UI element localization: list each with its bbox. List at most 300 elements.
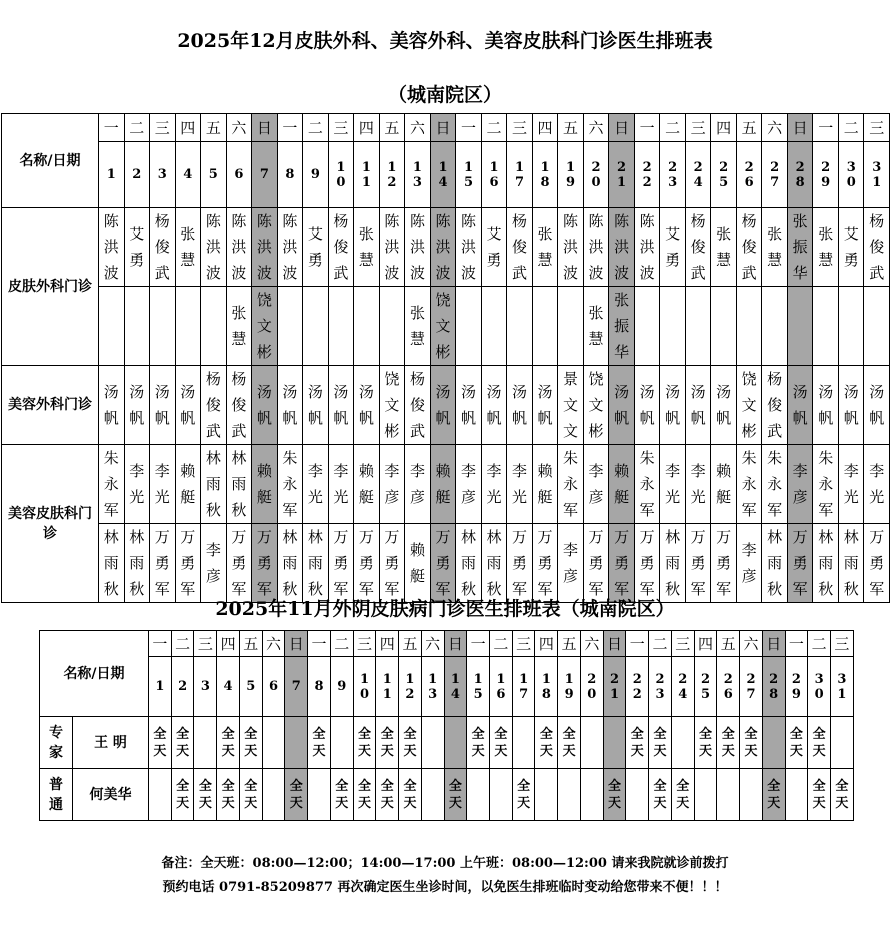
schedule-cell (813, 287, 839, 366)
weekday-header: 一 (456, 114, 482, 142)
date-header: 1 8 (535, 657, 558, 717)
weekday-header: 二 (838, 114, 864, 142)
schedule-cell: 万 勇 军 (354, 524, 380, 603)
weekday-header: 一 (99, 114, 125, 142)
schedule-cell: 万 勇 军 (379, 524, 405, 603)
schedule-cell (864, 287, 890, 366)
schedule-cell (535, 769, 558, 821)
schedule-cell: 张 振 华 (787, 208, 813, 287)
schedule-cell: 万 勇 军 (328, 524, 354, 603)
date-header: 9 (330, 657, 353, 717)
doctor-name: 何美华 (73, 769, 149, 821)
schedule-cell: 全 天 (171, 717, 194, 769)
date-header: 9 (303, 142, 329, 208)
date-header: 1 7 (507, 142, 533, 208)
schedule-cell: 全 天 (808, 769, 831, 821)
schedule-cell: 全 天 (740, 717, 763, 769)
schedule-cell: 全 天 (308, 717, 331, 769)
department-label: 皮肤外科门诊 (2, 208, 99, 366)
schedule-cell: 景 文 文 (558, 366, 584, 445)
weekday-header: 五 (736, 114, 762, 142)
schedule-cell: 陈 洪 波 (379, 208, 405, 287)
schedule-cell (308, 769, 331, 821)
schedule-title-november: 2025年11月外阴皮肤病门诊医生排班表（城南院区） (215, 598, 675, 620)
schedule-cell: 全 天 (831, 769, 854, 821)
schedule-cell: 万 勇 军 (685, 524, 711, 603)
schedule-cell (262, 717, 285, 769)
schedule-cell: 全 天 (512, 769, 535, 821)
schedule-cell: 汤 帆 (328, 366, 354, 445)
date-header: 1 4 (444, 657, 467, 717)
schedule-cell: 陈 洪 波 (277, 208, 303, 287)
schedule-cell (685, 287, 711, 366)
date-header: 1 6 (481, 142, 507, 208)
schedule-cell (421, 717, 444, 769)
schedule-cell: 李 彦 (583, 445, 609, 524)
schedule-cell: 李 光 (303, 445, 329, 524)
schedule-cell: 饶 文 彬 (379, 366, 405, 445)
schedule-cell: 李 彦 (379, 445, 405, 524)
weekday-header: 三 (150, 114, 176, 142)
schedule-cell: 汤 帆 (430, 366, 456, 445)
date-header: 3 0 (838, 142, 864, 208)
schedule-cell: 陈 洪 波 (634, 208, 660, 287)
schedule-cell (379, 287, 405, 366)
schedule-cell (512, 717, 535, 769)
weekday-header: 六 (405, 114, 431, 142)
schedule-cell: 全 天 (285, 769, 308, 821)
date-header: 1 2 (379, 142, 405, 208)
weekday-header: 日 (285, 631, 308, 657)
schedule-cell: 赖 艇 (609, 445, 635, 524)
date-header: 1 0 (328, 142, 354, 208)
date-header: 1 (149, 657, 172, 717)
schedule-cell: 赖 艇 (175, 445, 201, 524)
schedule-cell (694, 769, 717, 821)
weekday-header: 五 (558, 631, 581, 657)
schedule-cell: 全 天 (762, 769, 785, 821)
weekday-header: 五 (717, 631, 740, 657)
weekday-header: 六 (583, 114, 609, 142)
date-header: 8 (277, 142, 303, 208)
corner-header: 名称/日期 (2, 114, 99, 208)
schedule-cell: 杨 俊 武 (150, 208, 176, 287)
schedule-cell: 汤 帆 (787, 366, 813, 445)
schedule-cell (660, 287, 686, 366)
schedule-cell (124, 287, 150, 366)
schedule-cell: 万 勇 军 (507, 524, 533, 603)
schedule-cell: 陈 洪 波 (430, 208, 456, 287)
schedule-cell (354, 287, 380, 366)
schedule-cell: 汤 帆 (507, 366, 533, 445)
schedule-cell: 张 慧 (813, 208, 839, 287)
schedule-cell: 全 天 (808, 717, 831, 769)
schedule-cell: 林 雨 秋 (124, 524, 150, 603)
schedule-cell: 万 勇 军 (864, 524, 890, 603)
date-header: 3 1 (864, 142, 890, 208)
date-header: 1 7 (512, 657, 535, 717)
schedule-cell (201, 287, 227, 366)
date-header: 1 2 (399, 657, 422, 717)
weekday-header: 六 (580, 631, 603, 657)
date-header: 6 (226, 142, 252, 208)
weekday-header: 日 (444, 631, 467, 657)
schedule-cell: 全 天 (399, 717, 422, 769)
schedule-cell: 艾 勇 (660, 208, 686, 287)
date-header: 1 3 (405, 142, 431, 208)
doctor-type: 普 通 (40, 769, 73, 821)
schedule-cell: 朱 永 军 (634, 445, 660, 524)
weekday-header: 四 (376, 631, 399, 657)
schedule-cell (507, 287, 533, 366)
date-header: 2 1 (603, 657, 626, 717)
weekday-header: 一 (785, 631, 808, 657)
date-header: 2 8 (762, 657, 785, 717)
schedule-cell: 朱 永 军 (736, 445, 762, 524)
schedule-cell: 林 雨 秋 (838, 524, 864, 603)
schedule-cell: 林 雨 秋 (481, 524, 507, 603)
schedule-cell: 李 彦 (201, 524, 227, 603)
schedule-cell: 汤 帆 (532, 366, 558, 445)
doctor-type: 专 家 (40, 717, 73, 769)
schedule-cell: 汤 帆 (252, 366, 278, 445)
weekday-header: 一 (308, 631, 331, 657)
schedule-cell: 饶 文 彬 (252, 287, 278, 366)
weekday-header: 六 (262, 631, 285, 657)
schedule-cell: 林 雨 秋 (762, 524, 788, 603)
weekday-header: 六 (740, 631, 763, 657)
schedule-cell: 万 勇 军 (583, 524, 609, 603)
schedule-cell (580, 769, 603, 821)
schedule-cell: 全 天 (149, 717, 172, 769)
weekday-header: 一 (277, 114, 303, 142)
weekday-header: 二 (660, 114, 686, 142)
date-header: 1 (99, 142, 125, 208)
date-header: 7 (252, 142, 278, 208)
schedule-cell: 汤 帆 (303, 366, 329, 445)
weekday-header: 五 (399, 631, 422, 657)
weekday-header: 四 (535, 631, 558, 657)
schedule-cell: 张 慧 (711, 208, 737, 287)
weekday-header: 三 (507, 114, 533, 142)
date-header: 4 (175, 142, 201, 208)
weekday-header: 二 (303, 114, 329, 142)
schedule-cell: 赖 艇 (430, 445, 456, 524)
schedule-cell (99, 287, 125, 366)
schedule-cell: 林 雨 秋 (660, 524, 686, 603)
schedule-cell: 全 天 (603, 769, 626, 821)
weekday-header: 六 (226, 114, 252, 142)
schedule-cell: 全 天 (671, 769, 694, 821)
schedule-cell: 陈 洪 波 (456, 208, 482, 287)
schedule-cell: 杨 俊 武 (685, 208, 711, 287)
date-header: 2 9 (785, 657, 808, 717)
weekday-header: 二 (330, 631, 353, 657)
date-header: 1 4 (430, 142, 456, 208)
schedule-cell: 赖 艇 (405, 524, 431, 603)
date-header: 1 1 (376, 657, 399, 717)
schedule-cell: 陈 洪 波 (405, 208, 431, 287)
schedule-cell: 全 天 (490, 717, 513, 769)
doctor-name: 王 明 (73, 717, 149, 769)
schedule-cell: 汤 帆 (838, 366, 864, 445)
date-header: 1 6 (490, 657, 513, 717)
date-header: 2 2 (626, 657, 649, 717)
schedule-cell: 陈 洪 波 (609, 208, 635, 287)
schedule-cell: 万 勇 军 (252, 524, 278, 603)
weekday-header: 一 (813, 114, 839, 142)
weekday-header: 三 (194, 631, 217, 657)
schedule-cell: 全 天 (376, 769, 399, 821)
schedule-cell: 陈 洪 波 (201, 208, 227, 287)
weekday-header: 二 (124, 114, 150, 142)
schedule-cell: 全 天 (330, 769, 353, 821)
schedule-table-december (1, 113, 890, 603)
date-header: 2 9 (813, 142, 839, 208)
schedule-cell: 全 天 (217, 717, 240, 769)
schedule-cell: 李 光 (660, 445, 686, 524)
schedule-cell: 万 勇 军 (430, 524, 456, 603)
schedule-cell: 朱 永 军 (558, 445, 584, 524)
date-header: 1 8 (532, 142, 558, 208)
schedule-cell: 汤 帆 (150, 366, 176, 445)
schedule-cell: 艾 勇 (838, 208, 864, 287)
weekday-header: 一 (626, 631, 649, 657)
schedule-cell: 全 天 (649, 769, 672, 821)
schedule-cell (580, 717, 603, 769)
date-header: 5 (239, 657, 262, 717)
schedule-cell (481, 287, 507, 366)
schedule-cell: 艾 勇 (124, 208, 150, 287)
schedule-cell: 李 光 (150, 445, 176, 524)
note-line-1: 备注：全天班：08:00—12:00；14:00—17:00 上午班：08:00—12:00 请来我院就诊前拨打 (161, 856, 729, 871)
schedule-cell: 艾 勇 (481, 208, 507, 287)
schedule-cell (277, 287, 303, 366)
weekday-header: 日 (430, 114, 456, 142)
schedule-cell: 全 天 (717, 717, 740, 769)
schedule-cell: 饶 文 彬 (583, 366, 609, 445)
schedule-cell: 陈 洪 波 (252, 208, 278, 287)
schedule-cell (785, 769, 808, 821)
schedule-cell: 李 光 (507, 445, 533, 524)
schedule-cell: 饶 文 彬 (736, 366, 762, 445)
schedule-cell: 全 天 (353, 717, 376, 769)
schedule-cell: 陈 洪 波 (558, 208, 584, 287)
weekday-header: 三 (512, 631, 535, 657)
schedule-cell (467, 769, 490, 821)
department-label: 美容外科门诊 (2, 366, 99, 445)
note-line-2: 预约电话 0791-85209877 再次确定医生坐诊时间，以免医生排班临时变动给您带来不便！！！ (162, 880, 728, 895)
date-header: 1 1 (354, 142, 380, 208)
schedule-cell: 李 光 (481, 445, 507, 524)
weekday-header: 二 (481, 114, 507, 142)
schedule-cell: 全 天 (785, 717, 808, 769)
date-header: 1 9 (558, 657, 581, 717)
schedule-cell: 杨 俊 武 (201, 366, 227, 445)
schedule-cell: 杨 俊 武 (226, 366, 252, 445)
schedule-cell: 万 勇 军 (634, 524, 660, 603)
weekday-header: 三 (328, 114, 354, 142)
schedule-cell: 汤 帆 (813, 366, 839, 445)
schedule-cell: 李 光 (124, 445, 150, 524)
schedule-cell: 朱 永 军 (277, 445, 303, 524)
schedule-cell: 汤 帆 (660, 366, 686, 445)
department-label: 美容皮肤科门诊 (2, 445, 99, 603)
schedule-cell: 林 雨 秋 (456, 524, 482, 603)
schedule-cell: 艾 勇 (303, 208, 329, 287)
date-header: 2 4 (671, 657, 694, 717)
schedule-cell: 赖 艇 (711, 445, 737, 524)
schedule-cell: 张 慧 (583, 287, 609, 366)
schedule-cell: 李 彦 (736, 524, 762, 603)
weekday-header: 一 (634, 114, 660, 142)
date-header: 3 1 (831, 657, 854, 717)
schedule-cell: 万 勇 军 (226, 524, 252, 603)
weekday-header: 五 (201, 114, 227, 142)
schedule-cell: 全 天 (353, 769, 376, 821)
schedule-cell: 汤 帆 (609, 366, 635, 445)
corner-header: 名称/日期 (40, 631, 149, 717)
schedule-cell (762, 287, 788, 366)
date-header: 2 3 (649, 657, 672, 717)
schedule-cell: 杨 俊 武 (507, 208, 533, 287)
date-header: 2 4 (685, 142, 711, 208)
schedule-title-december: 2025年12月皮肤外科、美容外科、美容皮肤科门诊医生排班表 (177, 30, 713, 52)
schedule-cell: 全 天 (239, 769, 262, 821)
schedule-cell: 全 天 (558, 717, 581, 769)
date-header: 2 1 (609, 142, 635, 208)
schedule-cell: 张 慧 (405, 287, 431, 366)
schedule-cell: 杨 俊 武 (328, 208, 354, 287)
date-header: 6 (262, 657, 285, 717)
weekday-header: 三 (864, 114, 890, 142)
weekday-header: 一 (149, 631, 172, 657)
schedule-cell (831, 717, 854, 769)
schedule-cell: 全 天 (444, 769, 467, 821)
schedule-cell: 杨 俊 武 (736, 208, 762, 287)
weekday-header: 日 (787, 114, 813, 142)
schedule-cell: 汤 帆 (864, 366, 890, 445)
date-header: 8 (308, 657, 331, 717)
schedule-cell: 朱 永 军 (762, 445, 788, 524)
schedule-cell (717, 769, 740, 821)
date-header: 7 (285, 657, 308, 717)
weekday-header: 二 (171, 631, 194, 657)
date-header: 2 2 (634, 142, 660, 208)
schedule-cell: 李 彦 (558, 524, 584, 603)
schedule-cell (444, 717, 467, 769)
date-header: 3 (194, 657, 217, 717)
schedule-cell (634, 287, 660, 366)
schedule-cell (175, 287, 201, 366)
weekday-header: 四 (711, 114, 737, 142)
weekday-header: 日 (762, 631, 785, 657)
schedule-cell (603, 717, 626, 769)
schedule-cell: 杨 俊 武 (405, 366, 431, 445)
date-header: 1 9 (558, 142, 584, 208)
weekday-header: 五 (239, 631, 262, 657)
weekday-header: 五 (379, 114, 405, 142)
schedule-cell: 李 光 (685, 445, 711, 524)
weekday-header: 二 (490, 631, 513, 657)
schedule-cell: 万 勇 军 (711, 524, 737, 603)
schedule-cell (762, 717, 785, 769)
schedule-cell: 全 天 (194, 769, 217, 821)
schedule-cell: 全 天 (376, 717, 399, 769)
schedule-cell: 林 雨 秋 (226, 445, 252, 524)
date-header: 5 (201, 142, 227, 208)
schedule-cell (626, 769, 649, 821)
schedule-cell (194, 717, 217, 769)
schedule-cell: 朱 永 军 (99, 445, 125, 524)
schedule-cell (328, 287, 354, 366)
schedule-cell: 朱 永 军 (813, 445, 839, 524)
schedule-cell: 陈 洪 波 (226, 208, 252, 287)
weekday-header: 三 (671, 631, 694, 657)
weekday-header: 日 (603, 631, 626, 657)
schedule-cell: 全 天 (239, 717, 262, 769)
schedule-cell: 张 慧 (354, 208, 380, 287)
schedule-cell: 陈 洪 波 (583, 208, 609, 287)
date-header: 2 8 (787, 142, 813, 208)
schedule-cell: 汤 帆 (685, 366, 711, 445)
schedule-cell: 万 勇 军 (787, 524, 813, 603)
weekday-header: 一 (467, 631, 490, 657)
schedule-cell: 赖 艇 (252, 445, 278, 524)
schedule-table-november (39, 630, 854, 821)
schedule-cell: 林 雨 秋 (201, 445, 227, 524)
schedule-cell: 张 振 华 (609, 287, 635, 366)
schedule-cell (285, 717, 308, 769)
schedule-cell: 万 勇 军 (175, 524, 201, 603)
schedule-cell (740, 769, 763, 821)
schedule-cell (150, 287, 176, 366)
schedule-cell: 李 彦 (456, 445, 482, 524)
weekday-header: 二 (649, 631, 672, 657)
schedule-cell: 林 雨 秋 (277, 524, 303, 603)
weekday-header: 三 (685, 114, 711, 142)
schedule-cell (330, 717, 353, 769)
schedule-cell: 李 光 (864, 445, 890, 524)
schedule-cell: 汤 帆 (99, 366, 125, 445)
schedule-cell: 全 天 (535, 717, 558, 769)
schedule-cell (262, 769, 285, 821)
schedule-cell: 全 天 (649, 717, 672, 769)
weekday-header: 三 (831, 631, 854, 657)
schedule-cell: 全 天 (467, 717, 490, 769)
schedule-cell (456, 287, 482, 366)
date-header: 2 6 (717, 657, 740, 717)
date-header: 2 5 (711, 142, 737, 208)
schedule-cell: 张 慧 (226, 287, 252, 366)
schedule-cell: 万 勇 军 (150, 524, 176, 603)
schedule-cell: 林 雨 秋 (303, 524, 329, 603)
schedule-cell: 全 天 (217, 769, 240, 821)
schedule-cell: 李 彦 (787, 445, 813, 524)
weekday-header: 六 (421, 631, 444, 657)
weekday-header: 二 (808, 631, 831, 657)
date-header: 1 3 (421, 657, 444, 717)
date-header: 2 (171, 657, 194, 717)
schedule-cell: 汤 帆 (354, 366, 380, 445)
weekday-header: 四 (532, 114, 558, 142)
schedule-cell (490, 769, 513, 821)
schedule-cell: 陈 洪 波 (99, 208, 125, 287)
schedule-cell: 杨 俊 武 (762, 366, 788, 445)
schedule-subtitle-campus: （城南院区） (387, 84, 502, 106)
schedule-cell: 全 天 (694, 717, 717, 769)
schedule-cell: 杨 俊 武 (864, 208, 890, 287)
